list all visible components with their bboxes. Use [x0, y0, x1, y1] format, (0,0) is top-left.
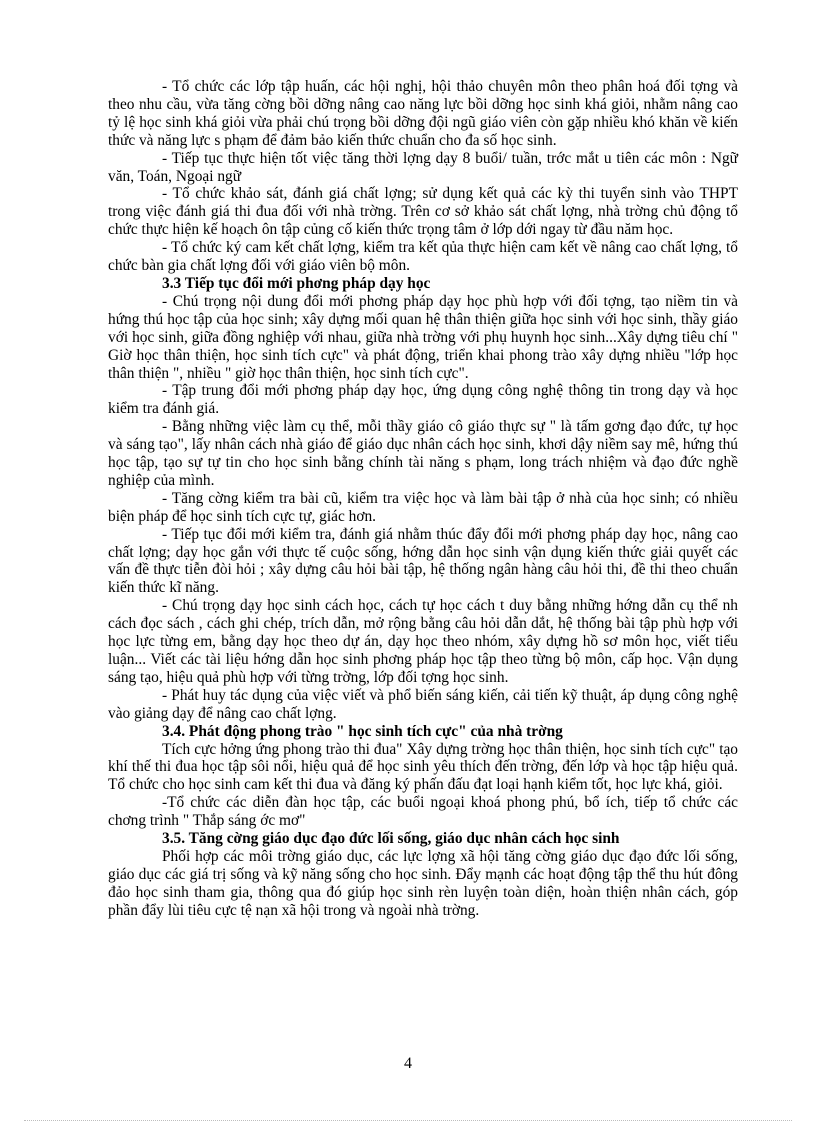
body-paragraph: - Phát huy tác dụng của việc viết và phổ biến sáng kiến, cải tiến kỹ thuật, áp dụng công nghệ vào giảng dạy để nâng cao chất lợng. — [108, 686, 738, 722]
body-paragraph: - Tổ chức ký cam kết chất lợng, kiểm tra kết qủa thực hiện cam kết về nâng cao chất lợng, tổ chức bàn gia chất lợng đối với giáo viên bộ môn. — [108, 239, 738, 275]
body-paragraph: - Bằng những việc làm cụ thể, mỗi thầy giáo cô giáo thực sự " là tấm gơng đạo đức, tự học và sáng tạo", lấy nhân cách nhà giáo để giáo dục nhân cách học sinh, khơi dậy niềm say mê, hứng thú học tập, tạo sự tự tin cho học sinh bằng chính tài năng s phạm, long trách nhiệm và đạo đức nghề nghiệp của mình. — [108, 418, 738, 489]
body-paragraph: Tích cực hởng ứng phong trào thi đua" Xây dựng trờng học thân thiện, học sinh tích cực" tạo khí thế thi đua học tập sôi nổi, hiệu quả để học sinh yêu thích đến trờng, đến lớp và học tập hiệu quả. Tổ chức cho học sinh cam kết thi đua và đăng ký phấn đấu đạt loại hạnh kiểm tốt, học lực khá, giỏi. — [108, 740, 738, 794]
body-paragraph: - Tổ chức các lớp tập huấn, các hội nghị, hội thảo chuyên môn theo phân hoá đối tợng và theo nhu cầu, vừa tăng cờng bồi dỡng nâng cao năng lực bồi dỡng học sinh khá giỏi, nhằm nâng cao tỷ lệ học sinh khá giỏi vừa phải chú trọng bồi dỡng đội ngũ giáo viên còn gặp nhiều khó khăn về kiến thức và năng lực s phạm để đảm bảo kiến thức chuẩn cho đa số học sinh. — [108, 78, 738, 149]
section-heading: 3.3 Tiếp tục đổi mới phơng pháp dạy học — [162, 274, 431, 292]
body-paragraph: - Tiếp tục thực hiện tốt việc tăng thời lợng dạy 8 buổi/ tuần, trớc mắt u tiên các môn : Ngữ văn, Toán, Ngoại ngữ — [108, 149, 738, 185]
body-paragraph: - Tổ chức khảo sát, đánh giá chất lợng; sử dụng kết quả các kỳ thi tuyển sinh vào THPT trong việc đánh giá thi đua đối với nhà trờng. Trên cơ sở khảo sát chất lợng, nhà trờng chủ động tổ chức thực hiện kế hoạch ôn tập củng cố kiến thức trọng tâm ở lớp dới ngay từ đầu năm học. — [108, 185, 738, 239]
body-paragraph: - Chú trọng nội dung đổi mới phơng pháp dạy học phù hợp với đối tợng, tạo niềm tin và hứng thú học tập của học sinh; xây dựng mối quan hệ thân thiện giữa học sinh với học sinh, thầy giáo với học sinh, giữa đồng nghiệp với nhau, giữa nhà trờng với phụ huynh học sinh...Xây dựng tiêu chí " Giờ học thân thiện, học sinh tích cực" và phát động, triển khai phong trào xây dựng nhiều "lớp học thân thiện ", nhiều " giờ học thân thiện, học sinh tích cực". — [108, 292, 738, 382]
section-heading: 3.4. Phát động phong trào " học sinh tích cực" của nhà trờng — [162, 722, 563, 740]
document-body — [108, 78, 738, 920]
body-paragraph: -Tổ chức các diễn đàn học tập, các buổi ngoại khoá phong phú, bổ ích, tiếp tổ chức các chơng trình " Thắp sáng ớc mơ" — [108, 794, 738, 830]
body-paragraph: Phối hợp các môi trờng giáo dục, các lực lợng xã hội tăng cờng giáo dục đạo đức lối sống, giáo dục các giá trị sống và kỹ năng sống cho học sinh. Đẩy mạnh các hoạt động tập thể thu hút đông đảo học sinh tham gia, thông qua đó giúp học sinh rèn luyện toàn diện, hoàn thiện nhân cách, góp phần đẩy lùi tiêu cực tệ nạn xã hội trong và ngoài nhà trờng. — [108, 847, 738, 919]
body-paragraph: - Tập trung đổi mới phơng pháp dạy học, ứng dụng công nghệ thông tin trong dạy và học kiểm tra đánh giá. — [108, 382, 738, 418]
body-paragraph: - Chú trọng dạy học sinh cách học, cách tự học cách t duy bằng những hớng dẫn cụ thể nh cách đọc sách , cách ghi chép, trích dẫn, mở rộng bằng câu hỏi dẫn dắt, hệ thống bài tập phù hợp với học lực từng em, bằng dạy học theo dự án, dạy học theo nhóm, xây dựng hồ sơ môn học, viết tiểu luận... Viết các tài liệu hớng dẫn học sinh phơng pháp học tập theo từng bộ môn, cấp học. Vận dụng sáng tạo, hiệu quả phù hợp với từng trờng, lớp đối tợng học sinh. — [108, 597, 738, 686]
body-paragraph: - Tiếp tục đổi mới kiểm tra, đánh giá nhằm thúc đẩy đổi mới phơng pháp dạy học, nâng cao chất lợng; dạy học gắn với thực tế cuộc sống, hớng dẫn học sinh vận dụng kiến thức giải quyết các vấn đề thực tiễn đòi hỏi ; xây dựng câu hỏi bài tập, hệ thống ngân hàng câu hỏi thi, đề thi theo chuẩn kiến thức kĩ năng. — [108, 525, 738, 597]
section-heading: 3.5. Tăng cờng giáo dục đạo đức lối sống, giáo dục nhân cách học sinh — [162, 830, 620, 848]
body-paragraph: - Tăng cờng kiểm tra bài cũ, kiểm tra việc học và làm bài tập ở nhà của học sinh; có nhiều biện pháp để học sinh tích cực tự, giác hơn. — [108, 489, 738, 525]
footer-divider — [24, 1120, 792, 1121]
page-number: 4 — [404, 1055, 412, 1072]
